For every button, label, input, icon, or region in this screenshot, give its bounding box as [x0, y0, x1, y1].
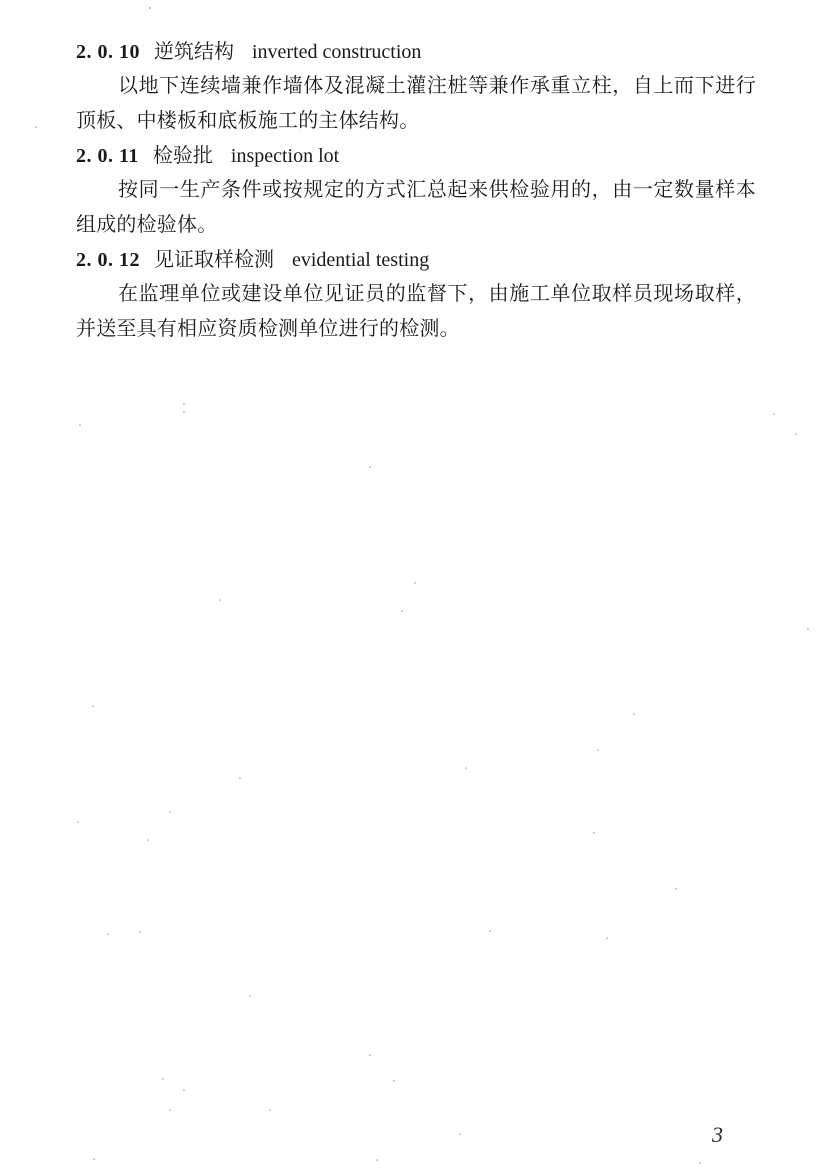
- term-english: inspection lot: [230, 145, 340, 167]
- term-entry: [76, 34, 756, 138]
- term-heading: [76, 242, 756, 276]
- term-number: 2. 0. 12: [76, 249, 140, 271]
- term-english: inverted construction: [252, 41, 422, 63]
- term-entry: [76, 242, 756, 346]
- term-chinese: 检验批: [152, 143, 213, 167]
- page-number: 3: [712, 1122, 723, 1147]
- term-chinese: 见证取样检测: [154, 247, 274, 271]
- term-heading: [76, 138, 756, 172]
- terms-section: [76, 34, 756, 346]
- term-definition: 在监理单位或建设单位见证员的监督下，由施工单位取样员现场取样，并送至具有相应资质检测单位进行的检测。: [76, 281, 756, 340]
- term-definition: 按同一生产条件或按规定的方式汇总起来供检验用的，由一定数量样本组成的检验体。: [76, 177, 756, 236]
- term-entry: [76, 138, 756, 242]
- term-number: 2. 0. 11: [76, 145, 139, 167]
- term-number: 2. 0. 10: [76, 41, 140, 63]
- term-heading: [76, 34, 756, 68]
- term-definition: 以地下连续墙兼作墙体及混凝土灌注桩等兼作承重立柱，自上而下进行顶板、中楼板和底板施工的主体结构。: [76, 73, 756, 132]
- term-english: evidential testing: [292, 249, 430, 271]
- term-chinese: 逆筑结构: [154, 39, 234, 63]
